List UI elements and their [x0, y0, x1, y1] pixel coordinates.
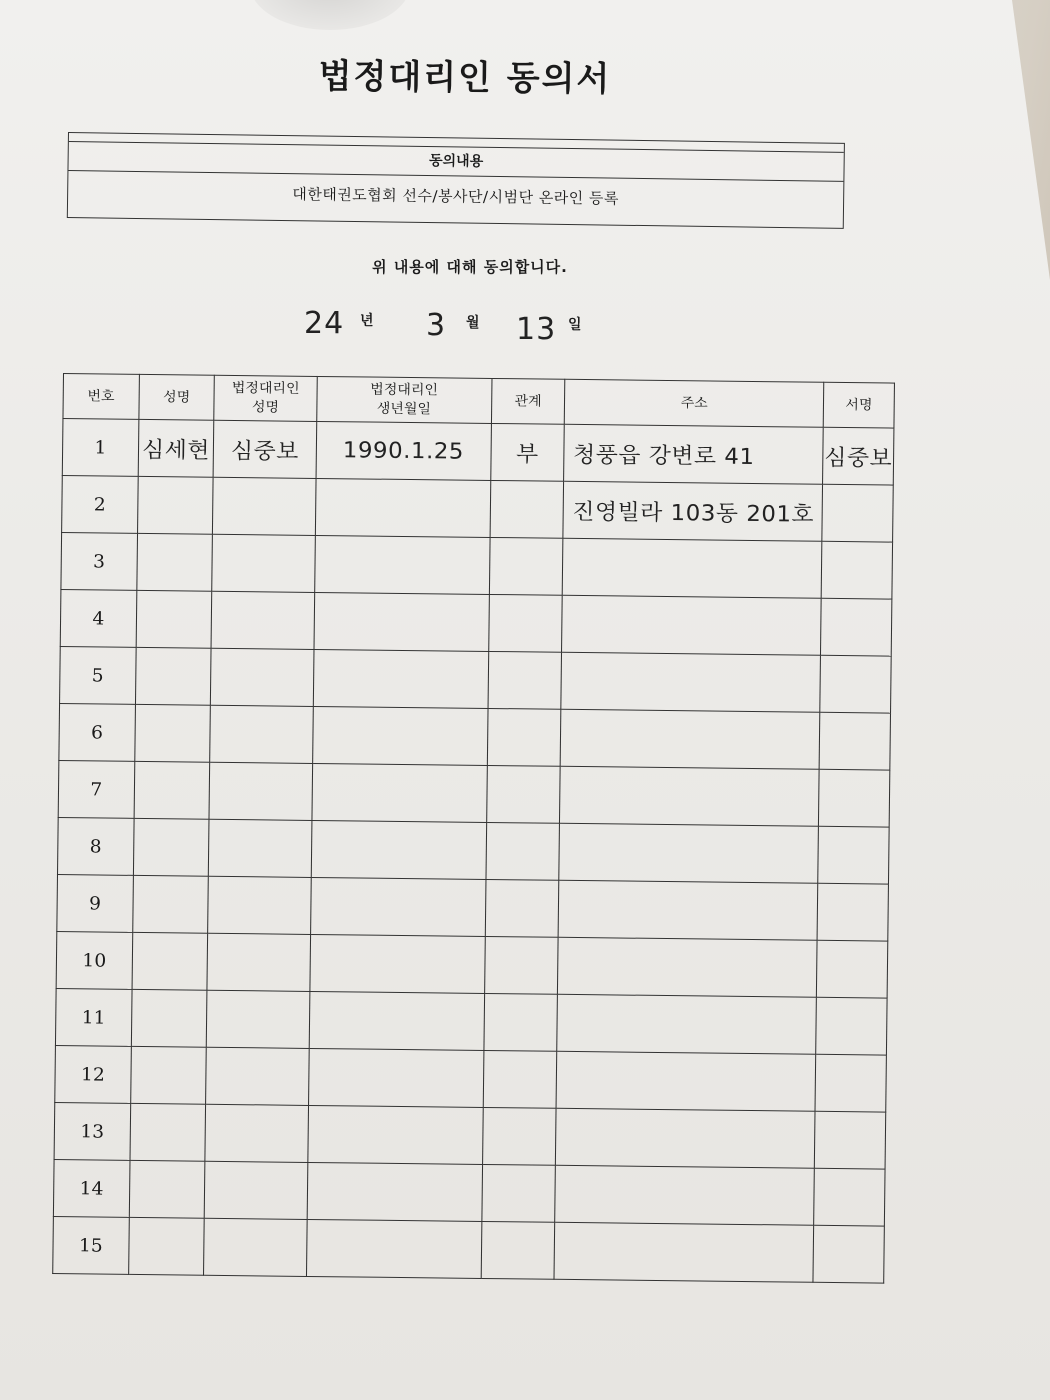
cell-name — [133, 818, 209, 876]
cell-address: 청풍읍 강변로 41 — [564, 424, 823, 484]
table-row — [58, 761, 890, 828]
cell-name: 심세현 — [138, 419, 214, 477]
cell-guardian-birth — [313, 649, 488, 708]
cell-number: 9 — [57, 875, 133, 933]
header-guardian-birth-line1: 법정대리인 — [370, 381, 439, 399]
document-title: 법정대리인 동의서 — [318, 56, 612, 100]
cell-guardian-name — [210, 705, 313, 763]
cell-guardian-name — [206, 1047, 309, 1105]
header-signature: 서명 — [823, 382, 894, 428]
cell-name — [129, 1160, 205, 1218]
cell-signature — [814, 1168, 885, 1226]
cell-guardian-birth — [310, 877, 485, 936]
cell-relation — [482, 1164, 556, 1222]
cell-relation — [484, 936, 558, 994]
header-guardian-name — [214, 375, 317, 421]
cell-name — [134, 761, 210, 819]
cell-guardian-name: 심중보 — [214, 420, 317, 478]
cell-guardian-birth — [315, 478, 490, 537]
consent-box — [67, 132, 845, 229]
cell-address: 진영빌라 103동 201호 — [563, 481, 822, 541]
cell-guardian-name — [212, 534, 315, 592]
table-body — [53, 419, 894, 1284]
cell-address — [557, 994, 816, 1054]
cell-number: 14 — [53, 1160, 129, 1218]
cell-address — [560, 766, 819, 826]
cell-name — [128, 1217, 204, 1275]
cell-signature — [813, 1225, 884, 1283]
cell-name — [131, 989, 207, 1047]
cell-signature — [817, 883, 888, 941]
cell-signature — [814, 1111, 885, 1169]
cell-relation — [481, 1221, 555, 1279]
cell-guardian-birth — [308, 1105, 483, 1164]
cell-relation — [487, 708, 561, 766]
cell-guardian-name — [209, 819, 312, 877]
cell-number: 6 — [59, 704, 135, 762]
guardian-table — [52, 373, 895, 1284]
cell-number: 7 — [58, 761, 134, 819]
table-row — [55, 1046, 887, 1113]
cell-guardian-name — [213, 477, 316, 535]
cell-address — [563, 538, 822, 598]
cell-signature — [822, 484, 893, 542]
date-year: 24 — [304, 306, 345, 341]
consent-header: 동의내용 — [68, 141, 843, 182]
cell-signature — [819, 712, 890, 770]
guardian-table-wrap — [52, 373, 895, 1284]
cell-signature — [821, 598, 892, 656]
cell-address — [559, 823, 818, 883]
cell-number: 8 — [58, 818, 134, 876]
date-line — [300, 300, 700, 350]
table-row — [59, 704, 891, 771]
header-number: 번호 — [63, 374, 139, 420]
table-row — [60, 590, 892, 657]
cell-relation — [490, 480, 564, 538]
cell-name — [136, 590, 212, 648]
date-day: 13 — [516, 312, 557, 347]
cell-number: 5 — [60, 647, 136, 705]
table-row — [53, 1160, 885, 1227]
cell-signature — [816, 997, 887, 1055]
header-guardian-name-line2: 성명 — [251, 399, 280, 416]
cell-relation — [488, 651, 562, 709]
cell-number: 15 — [53, 1217, 129, 1275]
cell-guardian-birth — [312, 706, 487, 765]
cell-address — [554, 1222, 813, 1282]
cell-signature — [819, 769, 890, 827]
cell-number: 2 — [62, 476, 138, 534]
cell-number: 4 — [60, 590, 136, 648]
cell-signature — [818, 826, 889, 884]
table-row — [58, 818, 890, 885]
date-year-unit: 년 — [360, 313, 374, 329]
header-guardian-name-line1: 법정대리인 — [231, 379, 300, 397]
header-relation: 관계 — [491, 378, 565, 424]
header-address: 주소 — [565, 379, 824, 427]
cell-signature — [815, 1054, 886, 1112]
cell-relation — [488, 594, 562, 652]
cell-name — [132, 875, 208, 933]
cell-guardian-name — [207, 990, 310, 1048]
cell-name — [137, 476, 213, 534]
cell-relation — [482, 1107, 556, 1165]
cell-number: 10 — [56, 932, 132, 990]
cell-name — [130, 1103, 206, 1161]
consent-body: 대한태권도협회 선수/봉사단/시범단 온라인 등록 — [292, 185, 620, 208]
cell-guardian-name — [204, 1218, 307, 1276]
cell-address — [558, 880, 817, 940]
cell-guardian-name — [207, 933, 310, 991]
header-guardian-birth — [316, 376, 491, 423]
cell-number: 11 — [55, 989, 131, 1047]
header-guardian-birth-line2: 생년월일 — [376, 400, 432, 418]
table-row — [62, 476, 894, 543]
cell-guardian-birth — [310, 934, 485, 993]
header-name: 성명 — [139, 374, 215, 420]
cell-guardian-name — [209, 762, 312, 820]
cell-guardian-birth: 1990.1.25 — [316, 421, 491, 480]
table-row — [56, 932, 888, 999]
table-row — [55, 989, 887, 1056]
cell-relation — [489, 537, 563, 595]
cell-relation — [486, 765, 560, 823]
cell-address — [562, 595, 821, 655]
cell-address — [558, 937, 817, 997]
cell-guardian-birth — [312, 763, 487, 822]
date-day-unit: 일 — [568, 317, 582, 333]
cell-name — [137, 533, 213, 591]
table-row — [57, 875, 889, 942]
cell-guardian-name — [205, 1104, 308, 1162]
date-month-unit: 월 — [466, 315, 480, 331]
cell-relation: 부 — [490, 423, 564, 481]
date-month: 3 — [426, 308, 447, 343]
cell-name — [130, 1046, 206, 1104]
cell-signature: 심중보 — [823, 427, 894, 485]
cell-guardian-name — [205, 1161, 308, 1219]
cell-number: 13 — [54, 1103, 130, 1161]
cell-guardian-name — [208, 876, 311, 934]
cell-relation — [483, 1050, 557, 1108]
table-row — [62, 419, 894, 486]
table-row — [53, 1217, 885, 1284]
camera-shadow — [250, 0, 410, 30]
cell-signature — [821, 541, 892, 599]
cell-guardian-birth — [314, 592, 489, 651]
cell-guardian-birth — [308, 1048, 483, 1107]
cell-number: 1 — [62, 419, 138, 477]
table-row — [60, 647, 892, 714]
cell-number: 12 — [55, 1046, 131, 1104]
cell-number: 3 — [61, 533, 137, 591]
cell-signature — [817, 940, 888, 998]
cell-guardian-birth — [307, 1162, 482, 1221]
cell-address — [555, 1165, 814, 1225]
cell-guardian-name — [211, 591, 314, 649]
cell-guardian-birth — [309, 991, 484, 1050]
cell-relation — [485, 879, 559, 937]
cell-relation — [484, 993, 558, 1051]
table-row — [61, 533, 893, 600]
cell-relation — [486, 822, 560, 880]
cell-signature — [820, 655, 891, 713]
cell-guardian-name — [211, 648, 314, 706]
agreement-text: 위 내용에 대해 동의합니다. — [372, 258, 568, 276]
cell-guardian-birth — [311, 820, 486, 879]
cell-guardian-birth — [306, 1219, 481, 1278]
cell-name — [132, 932, 208, 990]
cell-guardian-birth — [314, 535, 489, 594]
cell-address — [556, 1108, 815, 1168]
cell-address — [561, 652, 820, 712]
cell-address — [560, 709, 819, 769]
table-row — [54, 1103, 886, 1170]
cell-address — [556, 1051, 815, 1111]
cell-name — [134, 704, 210, 762]
cell-name — [135, 647, 211, 705]
